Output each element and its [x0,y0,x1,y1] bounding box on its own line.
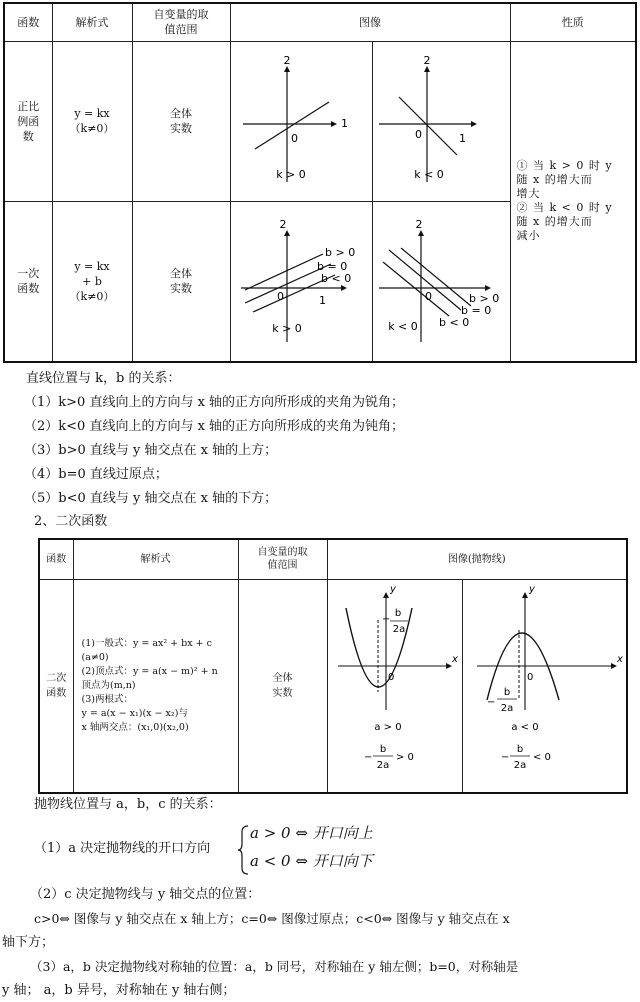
b-negative-label: b < 0 [321,271,352,285]
section-quadratic-title: 2、二次函数 [34,514,108,529]
origin-label: 0 [388,671,395,683]
y-axis-label: y [528,583,535,595]
origin-label: 0 [526,671,534,683]
k-negative-label: k < 0 [414,167,444,181]
2a-denominator: 2a [513,759,526,771]
q-header-function: 函数 [39,539,73,579]
graph-linear-k-positive [230,201,372,362]
line-abc-heading: 抛物线位置与 a，b，c 的关系： [34,797,222,812]
y-axis-label: y [390,583,396,595]
row-linear-formula: y = kx + b （k≠0） [52,201,132,362]
line-kb-item-1: （1）k>0 直线向上的方向与 x 轴的正方向所形成的夹角为锐角； [24,395,405,410]
q-header-domain: 自变量的取值范围 [238,539,327,579]
condition-negative: < 0 [532,751,551,763]
minus-sign: − [382,613,391,625]
line-abc-item-1-prefix: （1）a 决定抛物线的开口方向 [34,841,211,856]
b-negative-label: b < 0 [439,315,470,329]
line-abc-case-a-positive: a > 0 ⇔ 开口向上 [250,824,373,842]
graph-direct-k-positive [230,41,372,201]
y-tick-label: 2 [415,217,423,231]
b-positive-label: b > 0 [325,245,356,259]
row-linear-domain: 全体实数 [132,201,230,362]
condition-positive: > 0 [396,751,414,763]
minus-sign: − [500,751,510,763]
b-positive-label: b > 0 [469,291,500,305]
x-axis-label: x [616,653,623,665]
header-formula: 解析式 [52,3,132,41]
x-axis-label: x [452,653,458,665]
property-cell: ① 当 k > 0 时 y 随 x 的增大而 增大 ② 当 k < 0 时 y 随 x 的增大而 减小 [510,41,636,362]
row-direct-proportion-formula: y = kx （k≠0） [52,41,132,201]
x-tick-label: 1 [459,131,466,145]
q-row-domain: 全体实数 [238,579,327,793]
x-tick-label: 1 [319,293,326,307]
y-tick-label: 2 [423,53,431,67]
brace-icon [236,824,250,876]
q-row-formula: (1)一般式：y = ax² + bx + c (a≠0) (2)顶点式：y = a(x − m)² + n 顶点为(m,n) (3)两根式： y = a(x − x₁)(x − x₂)与 x 轴两交点：(x₁,0)(x₂,0) [73,579,238,793]
k-positive-label: k > 0 [272,321,302,335]
b-zero-label: b = 0 [317,259,348,273]
graph-linear-k-negative [372,201,510,362]
line-abc-item-2-detail-1: c>0⇔ 图像与 y 轴交点在 x 轴上方；c=0⇔ 图像过原点；c<0⇔ 图像与 y 轴交点在 x [34,911,510,926]
2a-denominator: 2a [376,759,390,771]
line-kb-heading: 直线位置与 k，b 的关系： [26,371,181,386]
q-header-graph: 图像(抛物线) [327,539,627,579]
row-direct-proportion-name: 正比例函数 [4,41,52,201]
header-domain: 自变量的取值范围 [132,3,230,41]
origin-label: 0 [425,289,432,303]
header-graph: 图像 [230,3,510,41]
b-numerator: b [394,607,402,619]
header-property: 性质 [510,3,636,41]
row-direct-proportion-domain: 全体实数 [132,41,230,201]
line-abc-item-2-detail-2: 轴下方； [2,935,55,950]
row-linear-name: 一次函数 [4,201,52,362]
2a-denominator: 2a [500,702,513,714]
k-positive-label: k > 0 [276,167,306,181]
line-kb-item-4: （4）b=0 直线过原点； [24,467,168,482]
a-negative-label: a < 0 [511,721,539,733]
origin-label: 0 [277,289,284,303]
quadratic-function-table [38,538,628,794]
origin-label: 0 [415,127,422,141]
x-tick-label: 1 [341,116,348,130]
a-positive-label: a > 0 [374,721,402,733]
linear-function-table [3,2,637,363]
line-kb-item-5: （5）b<0 直线与 y 轴交点在 x 轴的下方； [24,491,278,506]
b-numerator: b [503,686,510,698]
line-kb-item-3: （3）b>0 直线与 y 轴交点在 x 轴的上方； [24,443,278,458]
graph-parabola-down [462,579,627,793]
line-kb-item-2: （2）k<0 直线向上的方向与 x 轴的正方向所形成的夹角为钝角； [24,419,405,434]
q-row-name: 二次函数 [39,579,73,793]
b-zero-label: b = 0 [461,303,492,317]
y-tick-label: 2 [279,217,287,231]
b-numerator: b [516,743,523,755]
graph-direct-k-negative [372,41,510,201]
line-abc-item-3-1: （3）a，b 决定抛物线对称轴的位置：a，b 同号，对称轴在 y 轴左侧；b=0，对称轴是 [30,959,519,974]
graph-parabola-up [327,579,462,793]
y-tick-label: 2 [283,53,291,67]
minus-sign: − [486,696,496,708]
b-numerator: b [379,743,387,755]
k-negative-label: k < 0 [388,319,418,333]
line-abc-item-3-2: y 轴； a，b 异号，对称轴在 y 轴右侧； [2,983,236,998]
line-abc-case-a-negative: a < 0 ⇔ 开口向下 [250,852,373,870]
2a-denominator: 2a [392,623,406,635]
q-header-formula: 解析式 [73,539,238,579]
header-function: 函数 [4,3,52,41]
origin-label: 0 [291,131,298,145]
line-abc-item-2: （2）c 决定抛物线与 y 轴交点的位置： [30,887,261,902]
minus-sign: − [364,751,373,763]
